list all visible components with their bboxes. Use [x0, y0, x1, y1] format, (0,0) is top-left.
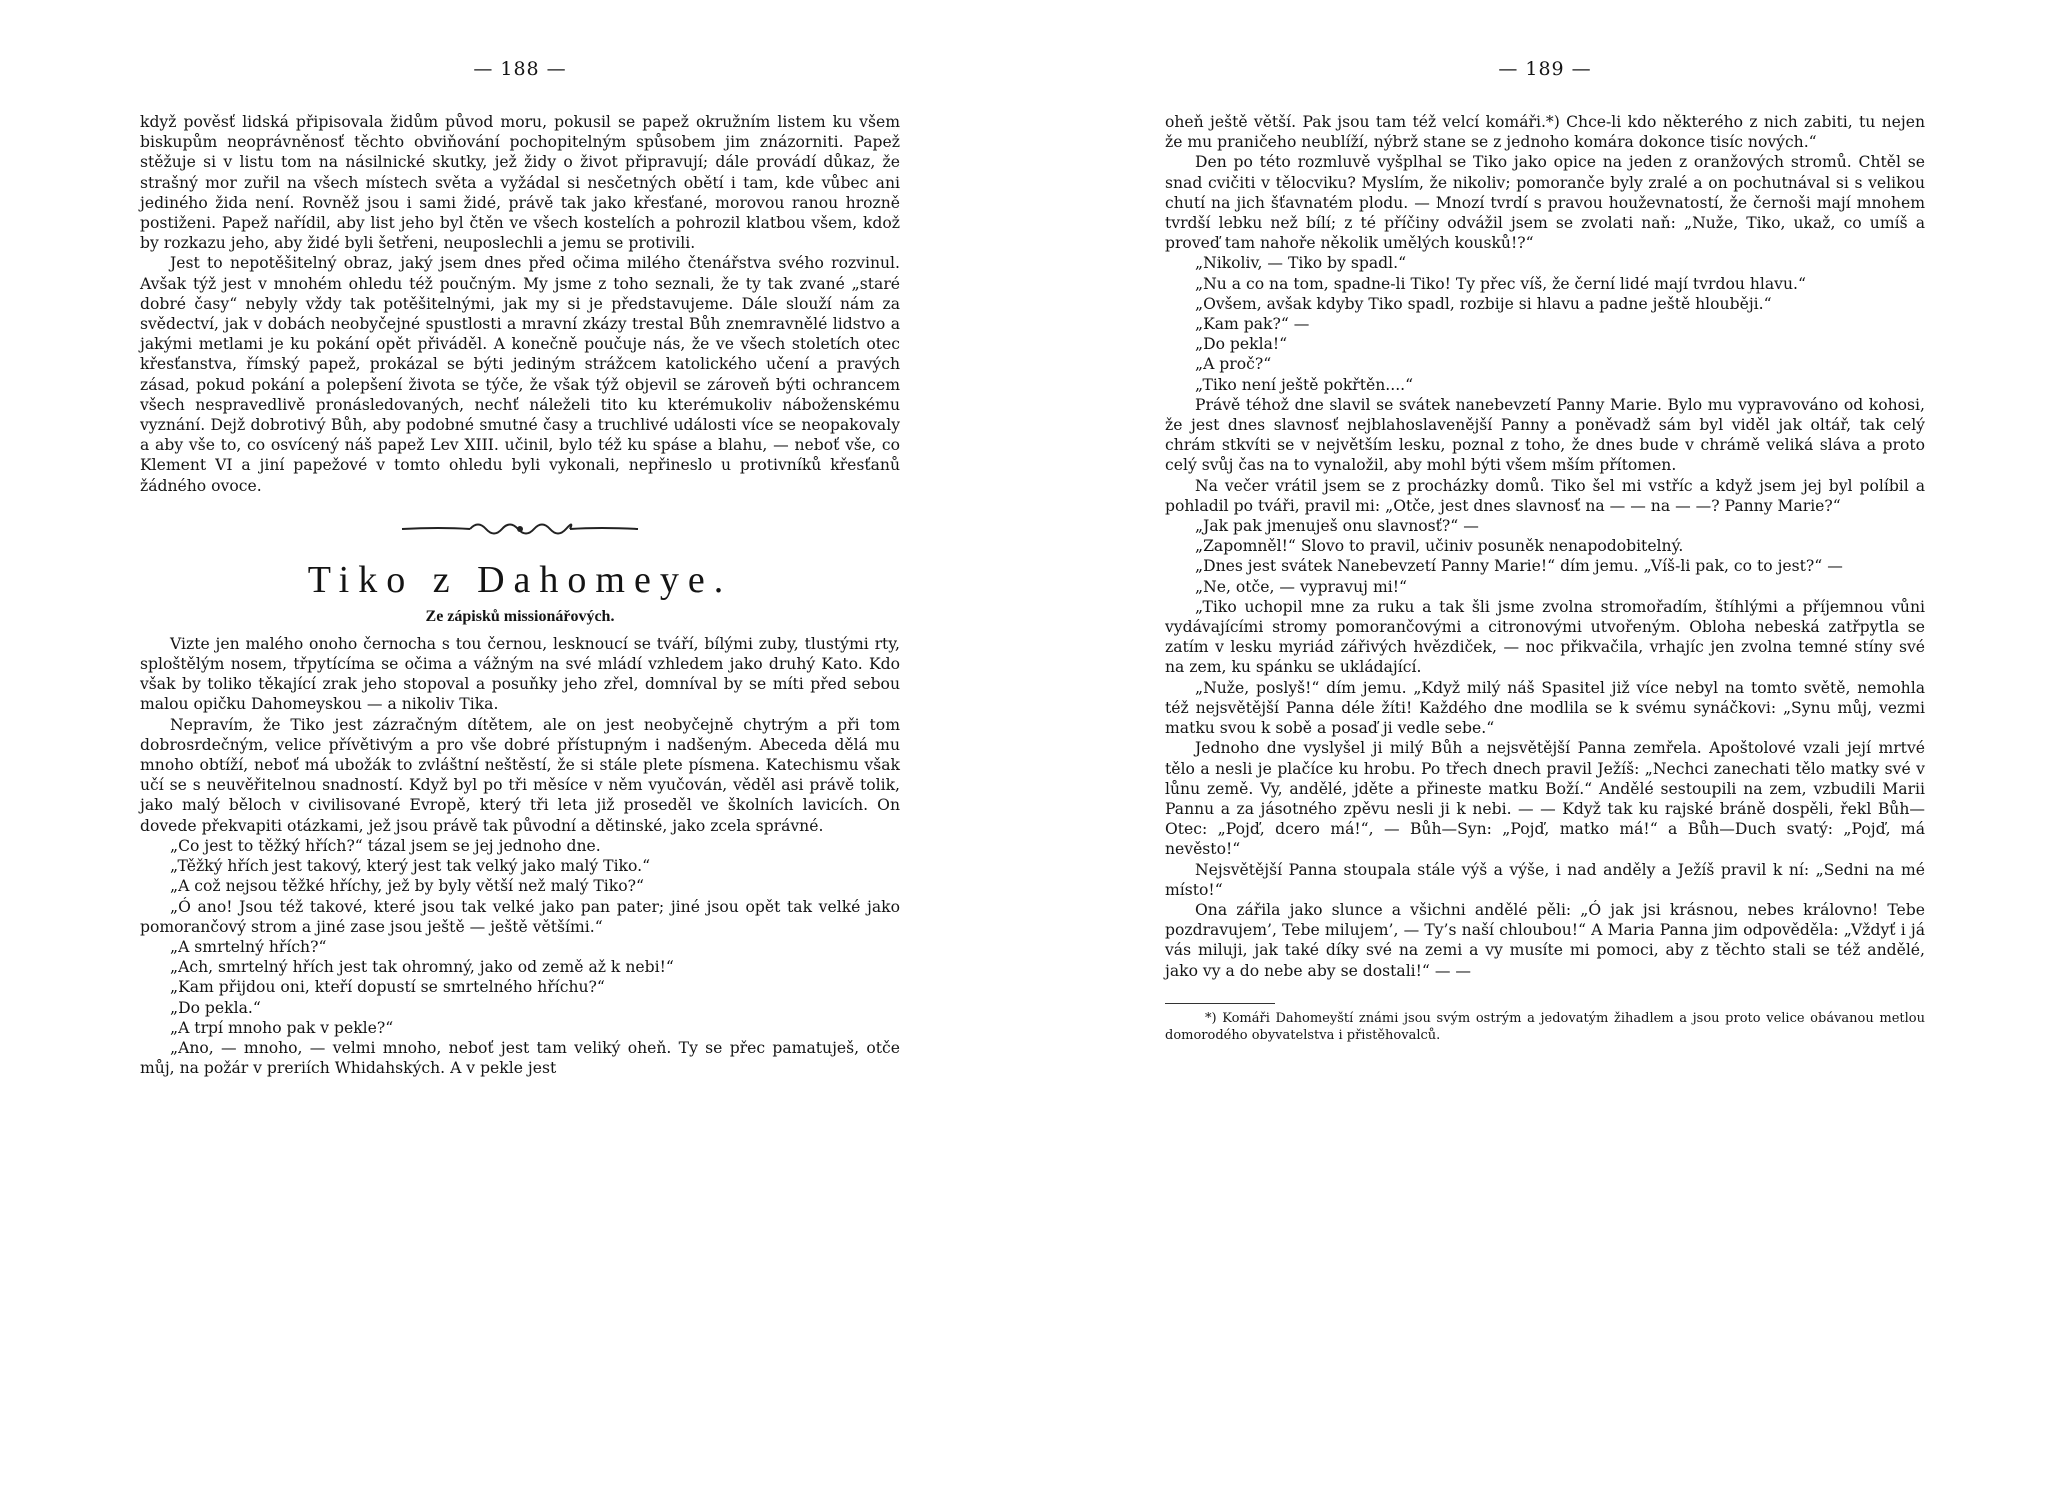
- dialog-line: „Kam přijdou oni, kteří dopustí se smrtelného hříchu?“: [170, 978, 605, 997]
- dialog-line: „Dnes jest svátek Nanebevzetí Panny Marie!“ dím jemu. „Víš-li pak, co to jest?“ —: [1195, 557, 1843, 576]
- dialog-line: „Nikoliv, — Tiko by spadl.“: [1195, 254, 1407, 273]
- paragraph: Jednoho dne vyslyšel ji milý Bůh a nejsvětější Panna zemřela. Apoštolové vzali její mrtvé tělo a nesli je plačíce ku hrobu. Po třech dnech pravil Ježíš: „Nechci zanechati tělo matky své v lůnu země. Vy, andělé, jděte a přineste matku Boží.“ Andělé sestoupili na zem, vzbudili Marii Pannu a za jásotného zpěvu nesli ji k nebi. — — Když tak ku rajské bráně dospěli, řekl Bůh—Otec: „Pojď, dcero má!“, — Bůh—Syn: „Pojď, matko má!“ a Bůh—Duch svatý: „Pojď, má nevěsto!“: [1165, 739, 1925, 859]
- left-page: [140, 0, 900, 1500]
- paragraph: Na večer vrátil jsem se z procházky domů. Tiko šel mi vstříc a když jsem jej byl políbil a pohladil po tváři, pravil mi: „Otče, jest dnes slavnosť na — — na — —? Panny Marie?“: [1165, 476, 1925, 515]
- dialog-line: „Ne, otče, — vypravuj mi!“: [1195, 577, 1407, 596]
- dialog-line: „Tiko není ještě pokřtěn....“: [1195, 375, 1414, 394]
- dialog-line: „Ach, smrtelný hřích jest tak ohromný, jako od země až k nebi!“: [170, 958, 674, 977]
- page-number-left: — 188 —: [473, 58, 567, 80]
- dialog-line: „Těžký hřích jest takový, který jest tak velký jako malý Tiko.“: [170, 857, 651, 876]
- story-subtitle: Ze zápisků missionářových.: [425, 607, 615, 625]
- dialog-line: „Ó ano! Jsou též takové, které jsou tak velké jako pan pater; jiné jsou opět tak velké jako pomorančový strom a jiné zase jsou ještě — ještě většími.“: [140, 897, 900, 936]
- paragraph: když pověsť lidská připisovala židům původ moru, pokusil se papež okružním listem ku všem biskupům neoprávněnosť těchto obviňování pochopitelným spůsobem jim znázorniti. Papež stěžuje si v listu tom na násilnické skutky, jež židy o život připravují; dále provádí důkaz, že strašný mor zuřil na všech místech světa a vyžádal si nesčetných obětí i tam, kde vůbec ani jediného žida není. Rovněž jsou i sami židé, právě tak jako křesťané, morovou ranou hrozně postiženi. Papež nařídil, aby list jeho byl čtěn ve všech kostelích a pohrozil klatbou všem, kdož by rozkazu jeho, aby židé byli šetřeni, neuposlechli a jemu se protivili.: [140, 113, 900, 253]
- dialog-line: „A smrtelný hřích?“: [170, 937, 327, 956]
- dialog-line: „A což nejsou těžké hříchy, jež by byly větší než malý Tiko?“: [170, 877, 644, 896]
- decorative-ornament-icon: [400, 518, 640, 540]
- dialog-line: „Nu a co na tom, spadne-li Tiko! Ty přec víš, že černí lidé mají tvrdou hlavu.“: [1195, 274, 1806, 293]
- dialog-line: „A trpí mnoho pak v pekle?“: [170, 1018, 394, 1037]
- left-page-text: [140, 112, 900, 1078]
- page-number-right: — 189 —: [1498, 58, 1592, 80]
- paragraph: Den po této rozmluvě vyšplhal se Tiko jako opice na jeden z oranžových stromů. Chtěl se snad cvičiti v tělocviku? Myslím, že nikoliv; pomoranče byly zralé a on pochutnával si s velikou chutí na jich šťavnatém plodu. — Mnozí tvrdí s pravou houževnatostí, že černoši mají mnohem tvrdší lebku než bílí; z té příčiny odvážil jsem se zvolati naň: „Nuže, Tiko, ukaž, co umíš a proveď tam nahoře několik umělých kousků!?“: [1165, 153, 1925, 253]
- paragraph: Ona zářila jako slunce a všichni andělé pěli: „Ó jak jsi krásnou, nebes královno! Tebe pozdravujem’, Tebe milujem’, — Ty’s naší chloubou!“ A Maria Panna jim odpověděla: „Vždyť i já vás miluji, jak také díky své na zemi a vy musíte mi pomoci, aby z těchto stali se též andělé, jako vy a do nebe aby se dostali!“ — —: [1165, 900, 1925, 980]
- dialog-line: „Kam pak?“ —: [1195, 315, 1310, 334]
- dialog-line: „Zapomněl!“ Slovo to pravil, učiniv posuněk nenapodobitelný.: [1195, 537, 1684, 556]
- dialog-line: „Co jest to těžký hřích?“ tázal jsem se jej jednoho dne.: [170, 836, 601, 855]
- footnote-divider: [1165, 1003, 1275, 1004]
- dialog-line: „Jak pak jmenuješ onu slavnosť?“ —: [1195, 517, 1479, 536]
- footnote: *) Komáři Dahomeyští známi jsou svým ostrým a jedovatým žihadlem a jsou proto velice obávanou metlou domorodého obyvatelstva i přistěhovalců.: [1165, 1010, 1925, 1043]
- paragraph: Nejsvětější Panna stoupala stále výš a výše, i nad anděly a Ježíš pravil k ní: „Sedni na mé místo!“: [1165, 860, 1925, 899]
- paragraph: Právě téhož dne slavil se svátek nanebevzetí Panny Marie. Bylo mu vypravováno od kohosi, že jest dnes slavnosť nejblahoslavenější Panny a poněvadž sám byl viděl jak oltář, tak celý chrám stkvíti se v největším lesku, poznal z toho, že dnes bude v chrámě veliká sláva a proto celý svůj čas na to vynaložil, aby mohl býti všem mším přítomen.: [1165, 395, 1925, 475]
- dialog-line: „A proč?“: [1195, 355, 1272, 374]
- right-page: [1165, 0, 1925, 1500]
- paragraph: Vizte jen malého onoho černocha s tou černou, lesknoucí se tváří, bílými zuby, tlustými rty, sploštělým nosem, třpytícíma se očima a vážným na své mládí vzhledem jako druhý Kato. Kdo však by toliko těkající zrak jeho stopoval a posuňky jeho zřel, domníval by se míti před sebou malou opičku Dahomeyskou — a nikoliv Tika.: [140, 634, 900, 714]
- paragraph: Nepravím, že Tiko jest zázračným dítětem, ale on jest neobyčejně chytrým a při tom dobrosrdečným, velice přívětivým a pro vše dobré přístupným i nadšeným. Abeceda dělá mu mnoho obtíží, neboť má ubožák to zvláštní neštěstí, že si stále plete písmena. Katechismu však učí se s neuvěřitelnou snadností. Když byl po tři měsíce v něm vyučován, věděl asi právě tolik, jako malý běloch v civilisované Evropě, který tři leta již proseděl ve školních lavicích. On dovede překvapiti otázkami, jež jsou právě tak původní a dětinské, jako zcela správné.: [140, 715, 900, 835]
- paragraph: „Tiko uchopil mne za ruku a tak šli jsme zvolna stromořadím, štíhlými a příjemnou vůni vydávajícími stromy pomorančovými a citronovými utvořeným. Obloha nebeská zatřpytla se zatím v lesku myriád zářivých hvězdiček, — noc přikvačila, vrhajíc jen zvolna temné stíny své na zem, ku spánku se ukládající.: [1165, 597, 1925, 677]
- paragraph: Jest to nepotěšitelný obraz, jaký jsem dnes před očima milého čtenářstva svého rozvinul. Avšak týž jest v mnohém ohledu též poučným. My jsme z toho seznali, že ty tak zvané „staré dobré časy“ nebyly vždy tak potěšitelnými, jak my si je představujeme. Dále slouží nám za svědectví, jak v dobách neobyčejné spustlosti a mravní zkázy trestal Bůh znemravnělé lidstvo a jakými metlami je ku pokání opět přiváděl. A konečně poučuje nás, že ve všech stoletích otec křesťanstva, římský papež, prokázal se býti jediným strážcem katolického učení a pravých zásad, pokud pokání a polepšení života se týče, že však týž objevil se zároveň býti ochrancem všech nespravedlivě pronásledovaných, nechť náleželi tito ku kterémukoliv náboženskému vyznání. Dejž dobrotivý Bůh, aby podobné smutné časy a truchlivé události více se neopakovaly a aby vše to, co osvícený náš papež Lev XIII. učinil, bylo též ku spáse a blahu, — neboť vše, co Klement VI a jiní papežové v tomto ohledu byli vykonali, nepřineslo u protivníků křesťanů žádného ovoce.: [140, 254, 900, 495]
- dialog-line: „Ovšem, avšak kdyby Tiko spadl, rozbije si hlavu a padne ještě hlouběji.“: [1195, 294, 1772, 313]
- paragraph: „Nuže, poslyš!“ dím jemu. „Když milý náš Spasitel již více nebyl na tomto světě, nemohla též nejsvětější Panna déle žíti! Každého dne modlila se k svému synáčkovi: „Synu můj, vezmi matku svou k sobě a posaď ji vedle sebe.“: [1165, 678, 1925, 738]
- story-title: Tiko z Dahomeye.: [307, 558, 733, 601]
- dialog-line: „Do pekla!“: [1195, 335, 1288, 354]
- paragraph: oheň ještě větší. Pak jsou tam též velcí komáři.*) Chce-li kdo některého z nich zabiti, tu nejen že mu praničeho neublíží, nýbrž stane se z jednoho komára dokonce tisíc nových.“: [1165, 113, 1925, 152]
- right-page-text: [1165, 112, 1925, 1044]
- dialog-line: „Ano, — mnoho, — velmi mnoho, neboť jest tam veliký oheň. Ty se přec pamatuješ, otče můj, na požár v preriích Whidahských. A v pekle jest: [140, 1038, 900, 1078]
- dialog-line: „Do pekla.“: [170, 998, 261, 1017]
